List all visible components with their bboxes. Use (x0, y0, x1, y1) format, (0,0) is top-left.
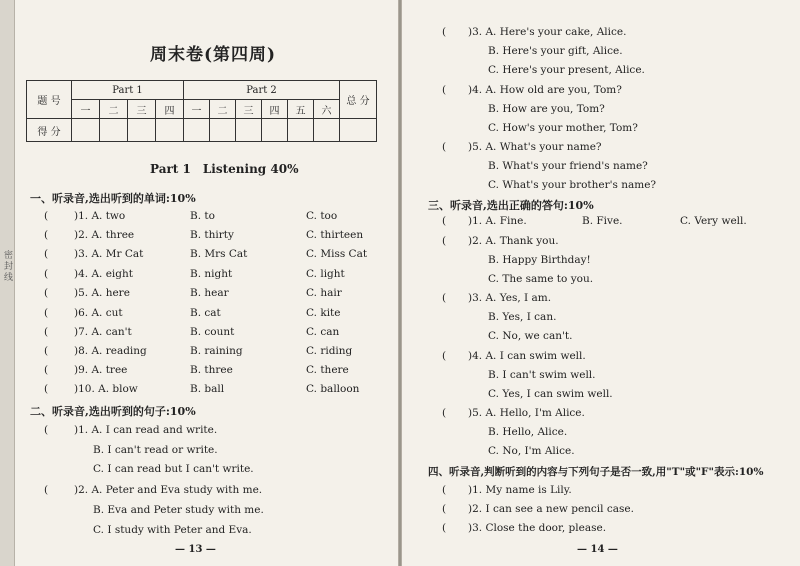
col-header: 二 (100, 100, 128, 119)
header-label: 题 号 (27, 81, 72, 119)
option-line: )5. A. Hello, I'm Alice. (468, 407, 585, 419)
col-header: 四 (156, 100, 184, 119)
section4-heading: 四、听录音,判断听到的内容与下列句子是否一致,用"T"或"F"表示:10% (428, 466, 764, 478)
section1-heading: 一、听录音,选出听到的单词:10% (30, 192, 196, 205)
option-line: C. No, I'm Alice. (488, 445, 575, 457)
col-header: 四 (262, 100, 288, 119)
score-cell[interactable] (100, 119, 128, 142)
option-line: C. How's your mother, Tom? (488, 122, 638, 134)
option-line: B. Yes, I can. (488, 311, 557, 323)
option-line: B. Eva and Peter study with me. (93, 504, 264, 516)
option-line: B. Happy Birthday! (488, 254, 591, 266)
score-cell[interactable] (184, 119, 210, 142)
option-line: )4. A. How old are you, Tom? (468, 84, 622, 96)
option-line: B. I can't swim well. (488, 369, 596, 381)
answer-paren[interactable]: ( (44, 229, 49, 241)
option-line: B. I can't read or write. (93, 444, 218, 456)
part1-header: Part 1 (72, 81, 184, 100)
statement-line: )1. My name is Lily. (468, 484, 572, 496)
statement-line: )3. Close the door, please. (468, 522, 607, 534)
section2-heading: 二、听录音,选出听到的句子:10% (30, 405, 196, 418)
col-header: 一 (184, 100, 210, 119)
section3-heading: 三、听录音,选出正确的答句:10% (428, 199, 594, 212)
answer-paren[interactable]: ( (442, 84, 447, 96)
option-line: )5. A. What's your name? (468, 141, 602, 153)
page-number: — 14 — (577, 544, 618, 555)
option-line: C. Here's your present, Alice. (488, 64, 645, 76)
answer-paren[interactable]: ( (44, 248, 49, 260)
col-header: 二 (210, 100, 236, 119)
answer-paren[interactable]: ( (442, 235, 447, 247)
score-cell[interactable] (156, 119, 184, 142)
total-header: 总 分 (340, 81, 377, 119)
col-header: 一 (72, 100, 100, 119)
option-line: B. Hello, Alice. (488, 426, 568, 438)
option-line: )3. A. Yes, I am. (468, 292, 552, 304)
option-line: C. What's your brother's name? (488, 179, 657, 191)
col-header: 六 (314, 100, 340, 119)
answer-paren[interactable]: ( (44, 268, 49, 280)
option-line: )2. A. Thank you. (468, 235, 559, 247)
score-cell[interactable] (236, 119, 262, 142)
answer-paren[interactable]: ( (44, 345, 49, 357)
option-line: B. What's your friend's name? (488, 160, 648, 172)
option-line: )4. A. I can swim well. (468, 350, 586, 362)
col-header: 五 (288, 100, 314, 119)
col-header: 三 (128, 100, 156, 119)
answer-paren[interactable]: ( (44, 424, 49, 436)
binding-margin (0, 0, 15, 566)
option-line: )2. A. Peter and Eva study with me. (74, 484, 263, 496)
part2-header: Part 2 (184, 81, 340, 100)
answer-paren[interactable]: ( (442, 503, 447, 515)
right-page: ( )3. A. Here's your cake, Alice. B. Here's your gift, Alice. C. Here's your present, Alice. ( )4. A. How old are you, Tom? B. How are you, Tom? C. How's your mother, Tom? ( )5. A. What's your name? B. What's your friend's name? C. What's your brother's name? 三、听录音,选出正确的答句:10% ( )1. A. Fine. B. Five. C. Very well. ( )2. A. Thank you. B. Happy Birthday! C. The same to you. ( )3. A. Yes, I am. B. Yes, I can. C. No, we can't. ( )4. A. I can swim well. B. I can't swim well. C. Yes, I can swim well. ( )5. A. Hello, I'm Alice. B. Hello, Alice. C. No, I'm Alice. 四、听录音,判断听到的内容与下列句子是否一致,用"T"或"F"表示:10% ( )1. My name is Lily. ( )2. I can see a new pencil case. ( )3. Close the door, please. — 14 — (402, 0, 800, 566)
answer-paren[interactable]: ( (44, 484, 49, 496)
answer-paren[interactable]: ( (44, 287, 49, 299)
option-line: C. I study with Peter and Eva. (93, 524, 252, 536)
answer-paren[interactable]: ( (44, 364, 49, 376)
option-line: B. Here's your gift, Alice. (488, 45, 623, 57)
answer-paren[interactable]: ( (442, 522, 447, 534)
score-cell[interactable] (262, 119, 288, 142)
option-line: B. How are you, Tom? (488, 103, 605, 115)
answer-paren[interactable]: ( (44, 307, 49, 319)
answer-paren[interactable]: ( (442, 292, 447, 304)
answer-paren[interactable]: ( (44, 326, 49, 338)
col-header: 三 (236, 100, 262, 119)
answer-paren[interactable]: ( (442, 407, 447, 419)
score-cell[interactable] (288, 119, 314, 142)
score-cell[interactable] (340, 119, 377, 142)
option-line: )1. A. I can read and write. (74, 424, 218, 436)
option-line: C. Yes, I can swim well. (488, 388, 613, 400)
statement-line: )2. I can see a new pencil case. (468, 503, 634, 515)
option-line: )3. A. Here's your cake, Alice. (468, 26, 627, 38)
score-label: 得 分 (27, 119, 72, 142)
score-cell[interactable] (72, 119, 100, 142)
score-table (26, 80, 377, 142)
page-number: — 13 — (175, 544, 216, 555)
answer-paren[interactable]: ( (442, 215, 447, 227)
answer-paren[interactable]: ( (442, 26, 447, 38)
answer-paren[interactable]: ( (442, 141, 447, 153)
margin-label: 密封线 (2, 250, 12, 283)
page-title: 周末卷(第四周) (150, 45, 277, 65)
option-line: C. The same to you. (488, 273, 594, 285)
option-line: C. I can read but I can't write. (93, 463, 254, 475)
answer-paren[interactable]: ( (44, 383, 49, 395)
left-page: 密封线 周末卷(第四周) 题 号 Part 1 Part 2 总 分 一 二 三 四 一 二 三 四 五 六 得 分 Part 1 Listening 40% 一、听录音,选出听到的单词:10% ( )1. A. two B. to C. too ( )2. A. three B. thirty C. thirteen ( )3. A. Mr Cat B. Mrs Cat C. Miss Cat ( )4. A. eight B. night C. light ( )5. A. here B. hear C. hair ( )6. A. cut B. cat C. kite ( )7. A. can't B. count C. can ( )8. A. reading B. raining C. riding ( )9. A. tree B. three C. there ( )10. A. blow B. ball C. balloon 二、听录音,选出听到的句子:10% ( )1. A. I can read and write. B. I can't read or write. C. I can read but I can't write. ( )2. A. Peter and Eva study with me. B. Eva and Peter study with me. C. I study with Peter and Eva. — 13 — (0, 0, 398, 566)
score-cell[interactable] (210, 119, 236, 142)
answer-paren[interactable]: ( (44, 210, 49, 222)
score-cell[interactable] (314, 119, 340, 142)
answer-paren[interactable]: ( (442, 350, 447, 362)
score-cell[interactable] (128, 119, 156, 142)
part-title: Part 1 Listening 40% (150, 162, 299, 176)
option-line: C. No, we can't. (488, 330, 573, 342)
answer-paren[interactable]: ( (442, 484, 447, 496)
